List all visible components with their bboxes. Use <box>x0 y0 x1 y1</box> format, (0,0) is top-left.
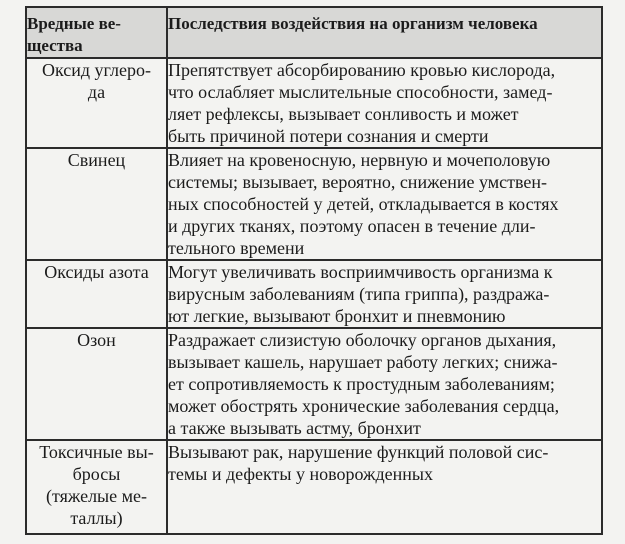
effects-cell <box>167 260 602 328</box>
effects-line: вирусным заболеваниям (типа гриппа), раздража- <box>168 284 550 304</box>
substance-cell <box>26 58 167 148</box>
effects-line: и других тканях, поэтому опасен в течение дли- <box>168 216 536 236</box>
effects-cell <box>167 440 602 534</box>
substance-cell <box>26 440 167 534</box>
effects-line: ляет рефлексы, вызывает сонливость и может <box>168 104 519 124</box>
substance-line: (тяжелые ме- <box>45 486 148 506</box>
substance-cell <box>26 148 167 260</box>
substance-line: Токсичные вы- <box>39 442 154 462</box>
table-row <box>26 328 602 440</box>
hazard-table <box>25 6 603 535</box>
header-row <box>26 7 602 58</box>
table-row <box>26 440 602 534</box>
effects-line: системы; вызывает, вероятно, снижение умствен- <box>168 172 548 192</box>
substance-line: Озон <box>77 330 116 350</box>
effects-line: Влияет на кровеносную, нервную и мочеполовую <box>168 150 551 170</box>
effects-line: Могут увеличивать восприимчивость организма к <box>168 262 553 282</box>
substance-cell <box>26 260 167 328</box>
header-substance-line: щества <box>27 36 83 55</box>
effects-line: Раздражает слизистую оболочку органов дыхания, <box>168 330 557 350</box>
effects-line: тельного времени <box>168 238 305 258</box>
effects-line: ет сопротивляемость к простудным заболеваниям; <box>168 374 555 394</box>
effects-line: что ослабляет мыслительные способности, замед- <box>168 82 553 102</box>
effects-line: вызывает кашель, нарушает работу легких; снижа- <box>168 352 558 372</box>
table-row <box>26 260 602 328</box>
effects-cell <box>167 328 602 440</box>
effects-line: Препятствует абсорбированию кровью кислорода, <box>168 60 556 80</box>
effects-line: Вызывают рак, нарушение функций половой сис- <box>168 442 549 462</box>
substance-line: бросы <box>72 464 121 484</box>
effects-line: ют легкие, вызывают бронхит и пневмонию <box>168 306 506 326</box>
effects-cell <box>167 58 602 148</box>
effects-line: быть причиной потери сознания и смерти <box>168 126 489 146</box>
effects-line: может обострять хронические заболевания сердца, <box>168 396 560 416</box>
substance-line: да <box>87 82 106 102</box>
header-substance-line: Вредные ве- <box>27 14 121 33</box>
effects-cell <box>167 148 602 260</box>
header-effects: Последствия воздействия на организм человека <box>167 7 602 58</box>
substance-line: таллы) <box>70 508 123 528</box>
effects-line: а также вызывать астму, бронхит <box>168 418 421 438</box>
header-substance <box>26 7 167 58</box>
substance-line: Оксид углеро- <box>41 60 151 80</box>
substance-line: Оксиды азота <box>44 262 149 282</box>
table-row <box>26 148 602 260</box>
substance-cell <box>26 328 167 440</box>
table-row <box>26 58 602 148</box>
effects-line: темы и дефекты у новорожденных <box>168 464 433 484</box>
effects-line: ных способностей у детей, откладывается в костях <box>168 194 559 214</box>
substance-line: Свинец <box>67 150 126 170</box>
